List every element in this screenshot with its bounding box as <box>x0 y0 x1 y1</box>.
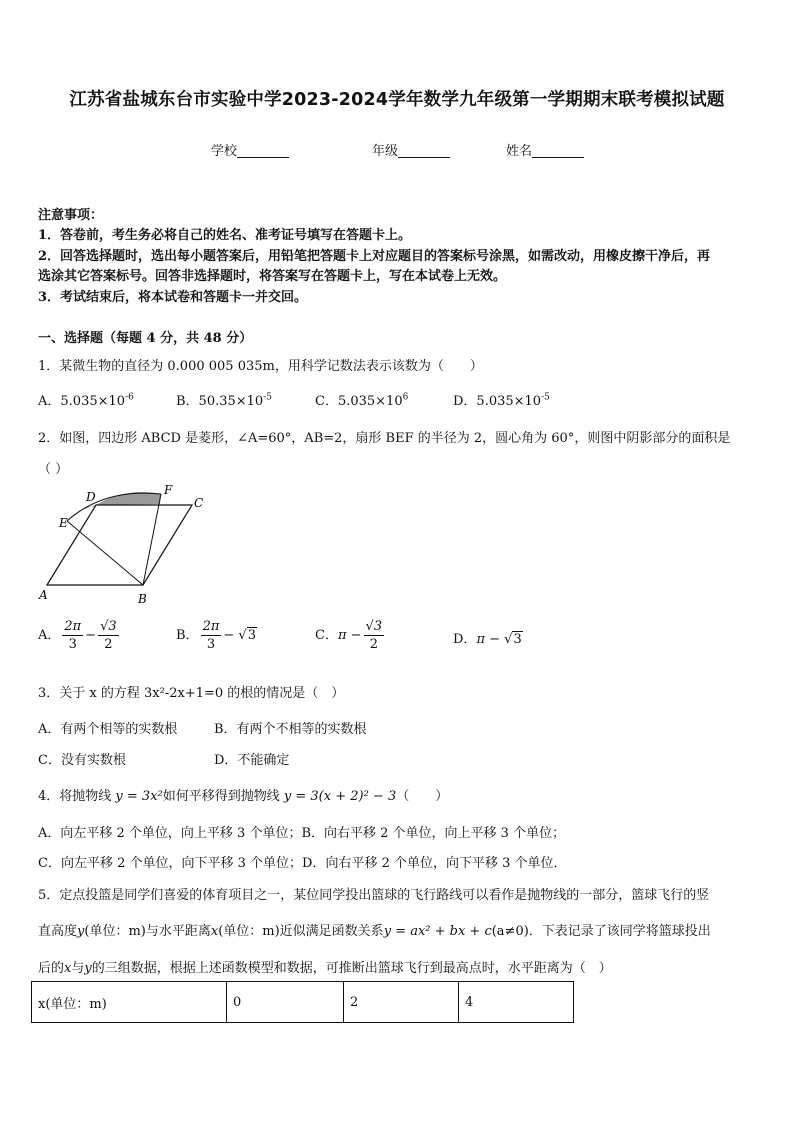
rhombus-abcd <box>47 505 192 585</box>
q4-equation-2: y = 3(x + 2)² − 3 <box>283 789 397 804</box>
label-b: B <box>138 592 147 606</box>
school-label: 学校 <box>211 144 238 159</box>
q4-equation-1: y = 3x² <box>115 789 163 804</box>
table-cell: 2 <box>344 982 459 1023</box>
question-2-paren: （ ） <box>38 462 69 477</box>
q2-option-a: A． $\frac{2\pi}{3}$ − $\frac{√3}{2}$ <box>38 619 117 652</box>
name-field <box>506 140 584 159</box>
grade-field <box>372 140 450 159</box>
q1-option-d: D．$5.035\times 10^{-5}$ <box>453 392 550 409</box>
label-f: F <box>164 483 173 497</box>
q1-option-c: C．$5.035\times 10^6$ <box>315 392 409 409</box>
rhombus-figure <box>34 480 214 608</box>
q2-option-c: C．π − $\frac{√3}{2}$ <box>315 619 383 652</box>
table-cell: 0 <box>227 982 344 1023</box>
label-e: E <box>59 516 68 530</box>
label-a: A <box>39 588 48 602</box>
school-blank <box>237 143 289 158</box>
label-d: D <box>86 490 96 504</box>
q3-option-a: A．有两个相等的实数根 <box>38 722 178 737</box>
school-field <box>211 140 289 159</box>
question-5-line-1: 5．定点投篮是同学们喜爱的体育项目之一，某位同学投出篮球的飞行路线可以看作是抛物线的一部分，篮球飞行的竖 <box>38 888 710 903</box>
question-3-stem: 3．关于 x 的方程 3x²-2x+1=0 的根的情况是（ ） <box>38 686 345 701</box>
notice-item: 2．回答选择题时，选出每小题答案后，用铅笔把答题卡上对应题目的答案标号涂黑，如需改动，用橡皮擦干净后，再 <box>38 249 711 264</box>
q2-option-b: B． $\frac{2\pi}{3}$ − √3 <box>176 619 256 652</box>
question-5-line-3: 后的x与y的三组数据，根据上述函数模型和数据，可推断出篮球飞行到最高点时，水平距离为（ ） <box>38 961 612 976</box>
question-4-stem: 4．将抛物线 y = 3x²如何平移得到抛物线 y = 3(x + 2)² − 3（ ） <box>38 789 449 804</box>
q3-option-c: C．没有实数根 <box>38 753 126 768</box>
page-title: 江苏省盐城东台市实验中学2023-2024学年数学九年级第一学期期末联考模拟试题 <box>69 90 725 110</box>
notice-item: 选涂其它答案标号。回答非选择题时，将答案写在答题卡上，写在本试卷上无效。 <box>38 269 507 284</box>
question-2-stem: 2．如图，四边形 ABCD 是菱形，∠A=60°，AB=2，扇形 BEF 的半径为 2，圆心角为 60°，则图中阴影部分的面积是 <box>38 431 731 446</box>
question-1-stem: 1．某微生物的直径为 0.000 005 035m，用科学记数法表示该数为（ ） <box>38 359 483 374</box>
q4-options-cd: C．向左平移 2 个单位，向下平移 3 个单位；D．向右平移 2 个单位，向下平移 3 个单位． <box>38 856 567 871</box>
table-row <box>32 982 574 1023</box>
q5-equation: y = ax² + bx + c <box>383 924 492 939</box>
q1-option-b: B．$50.35\times 10^{-5}$ <box>176 392 272 409</box>
table-cell: x(单位：m) <box>32 982 227 1023</box>
question-5-line-2: 直高度y(单位：m)与水平距离x(单位：m)近似满足函数关系y = ax² + bx + c(a≠0)．下表记录了该同学将篮球投出 <box>38 924 711 939</box>
table-cell: 4 <box>459 982 574 1023</box>
label-c: C <box>194 496 204 510</box>
q1-option-a: A．$5.035\times 10^{-6}$ <box>38 392 134 409</box>
name-label: 姓名 <box>506 144 533 159</box>
q4-options-ab: A．向左平移 2 个单位，向上平移 3 个单位；B．向右平移 2 个单位，向上平移 3 个单位； <box>38 826 566 841</box>
q2-option-d: D．π − √3 <box>453 632 522 647</box>
q3-option-b: B．有两个不相等的实数根 <box>214 722 367 737</box>
notice-item: 3．考试结束后，将本试卷和答题卡一并交回。 <box>38 290 308 305</box>
notice-item: 1．答卷前，考生务必将自己的姓名、准考证号填写在答题卡上。 <box>38 228 412 243</box>
grade-blank <box>398 143 450 158</box>
q3-option-d: D．不能确定 <box>214 753 290 768</box>
notice-heading: 注意事项： <box>38 208 104 223</box>
section-heading: 一、选择题（每题 4 分，共 48 分） <box>38 331 253 346</box>
grade-label: 年级 <box>372 144 399 159</box>
segment-be <box>67 521 143 585</box>
name-blank <box>532 143 584 158</box>
q5-data-table <box>31 981 574 1023</box>
